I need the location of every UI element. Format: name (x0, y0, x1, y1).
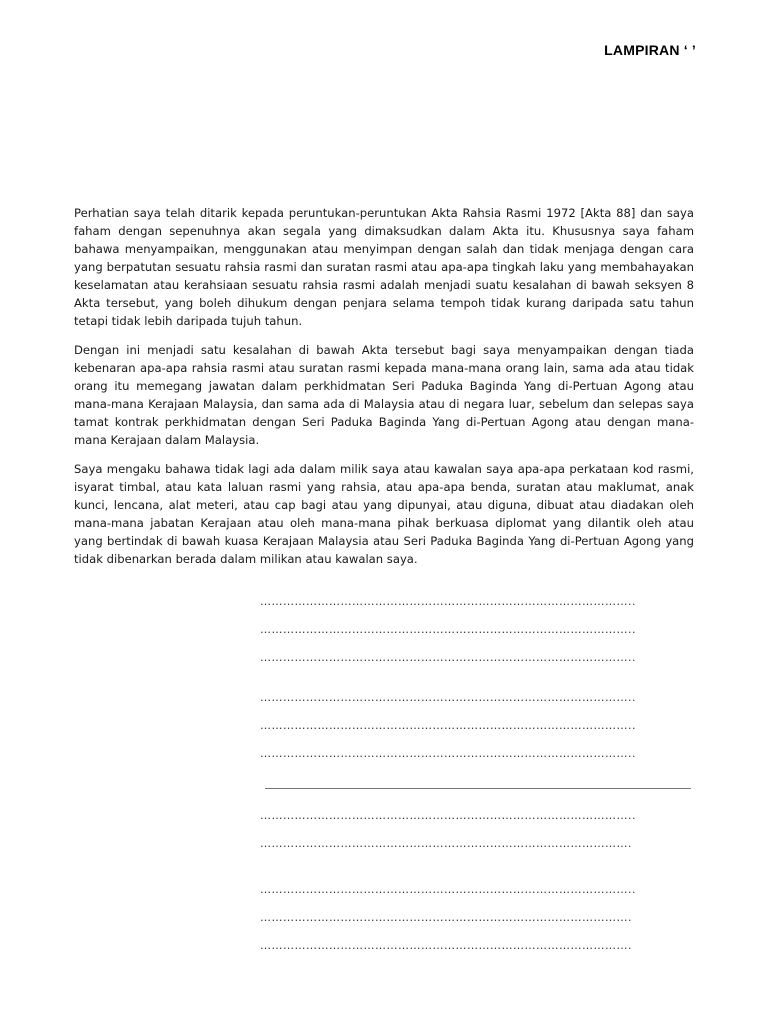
witness-date-line[interactable]: ……………………………………………………………………………………. (260, 939, 632, 952)
declaration-text (74, 204, 694, 579)
position-line[interactable]: …………………………………………………………………………………….. (260, 691, 636, 704)
paragraph-3: Saya mengaku bahawa tidak lagi ada dalam milik saya atau kawalan saya apa-apa perkataan kod rasmi, isyarat timbal, atau kata laluan rasmi yang rahsia, atau apa-apa benda, suratan atau maklumat, anak kunci, lencana, alat meteri, atau cap bagi atau yang dipunyai, atau diguna, dibuat atau diadakan oleh mana-mana jabatan Kerajaan atau oleh mana-mana pihak berkuasa diplomat yang dilantik oleh atau yang bertindak di bawah kuasa Kerajaan Malaysia atau Seri Paduka Baginda Yang di-Pertuan Agong yang tidak dibenarkan berada dalam milikan atau kawalan saya. (74, 462, 694, 566)
ic-number-line[interactable]: …………………………………………………………………………………….. (260, 651, 636, 664)
appendix-label: LAMPIRAN ‘ ’ (604, 42, 696, 58)
signature-line[interactable]: …………………………………………………………………………………….. (260, 595, 636, 608)
paragraph-1: Perhatian saya telah ditarik kepada peruntukan-peruntukan Akta Rahsia Rasmi 1972 [Akta 88] dan saya faham dengan sepenuhnya akan segala yang dimaksudkan dalam Akta itu. Khususnya saya faham bahawa menyampaikan, menggunakan atau menyimpan dengan salah dan tidak menjaga dengan cara yang berpatutan sesuatu rahsia rasmi dan suratan rasmi atau apa-apa tingkah laku yang membahayakan keselamatan atau kerahsiaan sesuatu rahsia rasmi adalah menjadi suatu kesalahan di bawah seksyen 8 Akta tersebut, yang boleh dihukum dengan penjara selama tempoh tidak kurang daripada satu tahun tetapi tidak lebih daripada tujuh tahun. (74, 206, 694, 328)
signature-group-1 (260, 588, 694, 672)
signature-group-4 (260, 876, 694, 960)
signature-group-3 (260, 802, 694, 858)
witness-department-line[interactable]: ……………………………………………………………………………………. (260, 911, 632, 924)
signature-group-2 (260, 684, 694, 768)
paragraph-2: Dengan ini menjadi satu kesalahan di bawah Akta tersebut bagi saya menyampaikan dengan tiada kebenaran apa-apa rahsia rasmi atau suratan rasmi kepada mana-mana orang lain, sama ada atau tidak orang itu memegang jawatan dalam perkhidmatan Seri Paduka Baginda Yang di-Pertuan Agong atau mana-mana Kerajaan Malaysia, dan sama ada di Malaysia atau di negara luar, sebelum dan selepas saya tamat kontrak perkhidmatan dengan Seri Paduka Baginda Yang di-Pertuan Agong atau dengan mana-mana Kerajaan dalam Malaysia. (74, 343, 694, 447)
witness-signature-line[interactable]: …………………………………………………………………………………….. (260, 809, 636, 822)
department-line[interactable]: …………………………………………………………………………………….. (260, 719, 636, 732)
witness-position-line[interactable]: …………………………………………………………………………………….. (260, 883, 636, 896)
date-line[interactable]: …………………………………………………………………………………….. (260, 747, 636, 760)
divider-rule (265, 788, 691, 789)
name-line[interactable]: …………………………………………………………………………………….. (260, 623, 636, 636)
witness-name-line[interactable]: ……………………………………………………………………………………. (260, 837, 632, 850)
